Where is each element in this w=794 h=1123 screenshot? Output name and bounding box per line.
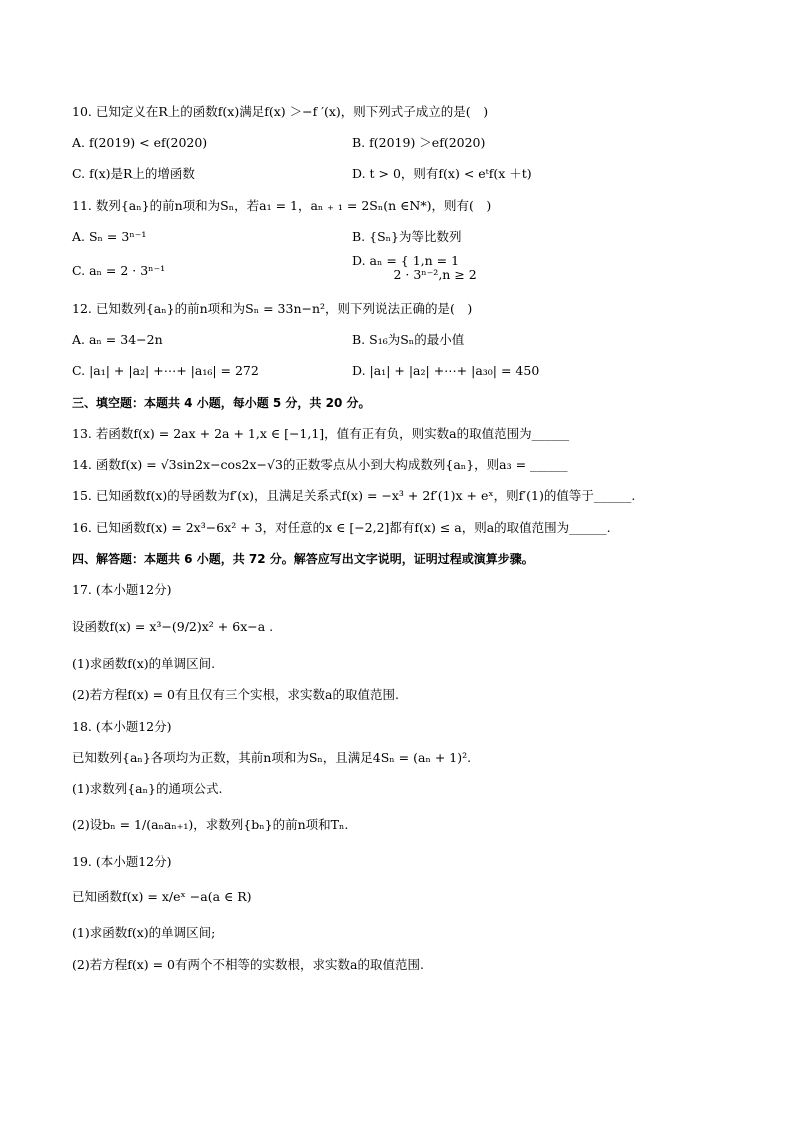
q11-option-b: B. {Sₙ}为等比数列 [352, 229, 462, 244]
q12-option-b: B. S₁₆为Sₙ的最小值 [352, 332, 465, 347]
q18-given: 已知数列{aₙ}各项均为正数，其前n项和为Sₙ，且满足4Sₙ = (aₙ + 1)². [72, 750, 472, 765]
section-fill-in-heading: 三、填空题：本题共 4 小题，每小题 5 分，共 20 分。 [72, 396, 371, 410]
q12-option-d: D. |a₁| + |a₂| +⋯+ |a₃₀| = 450 [352, 363, 540, 378]
q10-stem: 10. 已知定义在R上的函数f(x)满足f(x) ＞−f ′(x)，则下列式子成立的是( ) [72, 104, 489, 119]
q17-given: 设函数f(x) = x³−(9/2)x² + 6x−a . [72, 619, 274, 634]
q17-part2: (2)若方程f(x) = 0有且仅有三个实根，求实数a的取值范围. [72, 687, 399, 702]
q11-option-a: A. Sₙ = 3ⁿ⁻¹ [72, 229, 147, 244]
q11-option-d-line2: 2 · 3ⁿ⁻²,n ≥ 2 [352, 267, 477, 282]
q19-part1: (1)求函数f(x)的单调区间; [72, 925, 216, 940]
q19-part2: (2)若方程f(x) = 0有两个不相等的实数根，求实数a的取值范围. [72, 957, 424, 972]
q15-text: 15. 已知函数f(x)的导函数为f′(x)，且满足关系式f(x) = −x³ + 2f′(1)x + eˣ，则f′(1)的值等于______. [72, 488, 636, 503]
q11-option-d [352, 254, 477, 284]
q10-option-d: D. t > 0，则有f(x) < eᵗf(x ＋t) [352, 166, 532, 181]
q18-part2: (2)设bₙ = 1/(aₙaₙ₊₁)，求数列{bₙ}的前n项和Tₙ. [72, 817, 349, 832]
q19-header: 19. (本小题12分) [72, 854, 172, 869]
q13-text: 13. 若函数f(x) = 2ax + 2a + 1,x ∈ [−1,1]，值有正有负，则实数a的取值范围为______ [72, 426, 570, 441]
q11-option-c: C. aₙ = 2 · 3ⁿ⁻¹ [72, 263, 166, 278]
q12-stem: 12. 已知数列{aₙ}的前n项和为Sₙ = 33n−n²，则下列说法正确的是( ) [72, 301, 473, 316]
q17-header: 17. (本小题12分) [72, 582, 172, 597]
q14-text: 14. 函数f(x) = √3sin2x−cos2x−√3的正数零点从小到大构成数列{aₙ}，则a₃ = ______ [72, 457, 568, 472]
q12-option-c: C. |a₁| + |a₂| +⋯+ |a₁₆| = 272 [72, 363, 259, 378]
q10-option-c: C. f(x)是R上的增函数 [72, 166, 195, 181]
q11-option-d-line1: D. aₙ = { 1,n = 1 [352, 253, 460, 268]
q19-given: 已知函数f(x) = x/eˣ −a(a ∈ R) [72, 889, 252, 904]
q10-option-a: A. f(2019) < ef(2020) [72, 135, 208, 150]
q11-stem: 11. 数列{aₙ}的前n项和为Sₙ，若a₁ = 1，aₙ ₊ ₁ = 2Sₙ(n ∈N*)，则有( ) [72, 198, 492, 213]
q16-text: 16. 已知函数f(x) = 2x³−6x² + 3，对任意的x ∈ [−2,2]都有f(x) ≤ a，则a的取值范围为______. [72, 520, 611, 535]
q17-part1: (1)求函数f(x)的单调区间. [72, 656, 216, 671]
q18-header: 18. (本小题12分) [72, 719, 172, 734]
q18-part1: (1)求数列{aₙ}的通项公式. [72, 781, 223, 796]
q10-option-b: B. f(2019) ＞ef(2020) [352, 135, 486, 150]
section-answer-heading: 四、解答题：本题共 6 小题，共 72 分。解答应写出文字说明，证明过程或演算步骤。 [72, 552, 534, 566]
q12-option-a: A. aₙ = 34−2n [72, 332, 163, 347]
